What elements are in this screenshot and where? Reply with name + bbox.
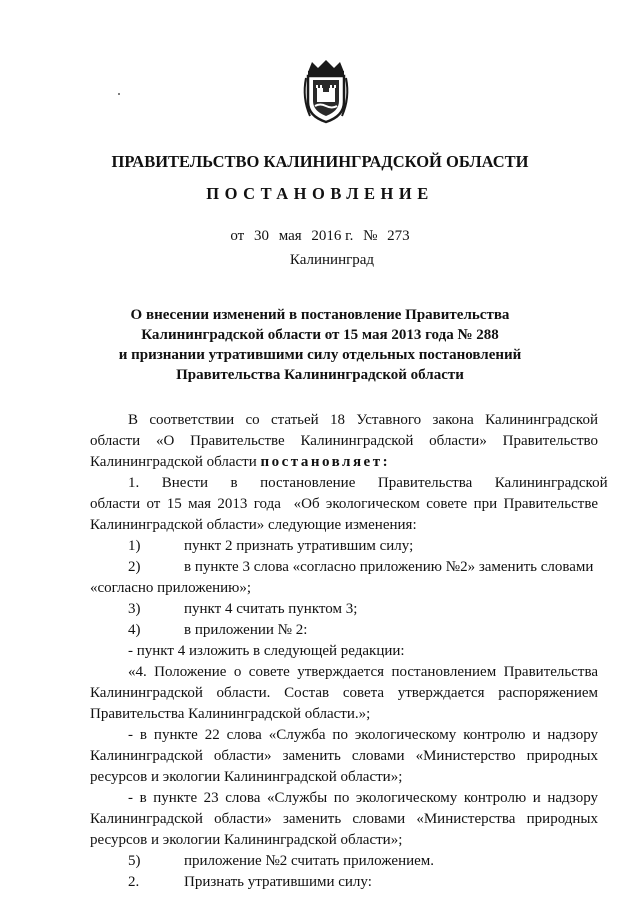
subject-line: и признании утратившими силу отдельных постановлений	[118, 347, 522, 363]
number-sign: №	[363, 228, 378, 244]
body-line: В соответствии со статьей 18 Уставного закона Калининградской	[128, 412, 598, 428]
body-line: Правительства Калининградской области.»;	[90, 706, 371, 722]
body-line: «4. Положение о совете утверждается постановлением Правительства	[128, 664, 598, 680]
list-item	[90, 851, 598, 872]
document-date	[0, 228, 640, 245]
subject-line: О внесении изменений в постановление Правительства	[130, 307, 510, 323]
item-number: 1)	[128, 538, 141, 554]
body-line: - пункт 4 изложить в следующей редакции:	[128, 643, 405, 659]
item-number: 2)	[128, 559, 141, 575]
item-number: 3)	[128, 601, 141, 617]
document-subject	[0, 305, 640, 385]
subject-line: Калининградской области от 15 мая 2013 года № 288	[141, 327, 499, 343]
body-line: Калининградской области» заменить словами «Министерство природных	[90, 748, 598, 764]
item-text: пункт 2 признать утратившим силу;	[184, 538, 414, 554]
document-city: Калининград	[289, 252, 375, 268]
item-text: пункт 4 считать пунктом 3;	[184, 601, 358, 617]
decree-verb: постановляет:	[260, 454, 391, 470]
item-text: Признать утратившими силу:	[184, 874, 372, 890]
document-body	[90, 410, 608, 893]
subject-line: Правительства Калининградской области	[176, 367, 464, 383]
body-line: - в пункте 23 слова «Службы по экологическому контролю и надзору	[128, 790, 598, 806]
scan-speck	[118, 93, 120, 95]
list-item	[90, 557, 598, 578]
body-line: 1. Внести в постановление Правительства Калининградской	[128, 475, 608, 491]
list-item	[90, 536, 598, 557]
item-number: 2.	[128, 874, 140, 890]
list-item	[90, 599, 598, 620]
body-line: Калининградской области. Состав совета утверждается распоряжением	[90, 685, 598, 701]
document-type: ПОСТАНОВЛЕНИЕ	[206, 184, 434, 203]
item-text: в приложении № 2:	[184, 622, 308, 638]
government-title: ПРАВИТЕЛЬСТВО КАЛИНИНГРАДСКОЙ ОБЛАСТИ	[111, 152, 529, 171]
body-line: области «О Правительстве Калининградской области» Правительство	[90, 433, 598, 449]
document-number: 273	[387, 228, 410, 244]
body-line: - в пункте 22 слова «Служба по экологическому контролю и надзору	[128, 727, 598, 743]
list-item	[90, 620, 598, 641]
body-line	[90, 452, 598, 473]
body-line: «согласно приложению»;	[90, 580, 252, 596]
date-prefix: от	[230, 228, 245, 244]
item-text: приложение №2 считать приложением.	[184, 853, 435, 869]
list-item	[90, 872, 598, 893]
item-number: 4)	[128, 622, 141, 638]
body-line: ресурсов и экологии Калининградской области»;	[90, 769, 403, 785]
date-day: 30	[253, 228, 269, 244]
body-text: Калининградской области	[90, 454, 261, 470]
coat-of-arms-icon	[300, 58, 352, 124]
item-text: в пункте 3 слова «согласно приложению №2» заменить словами	[184, 559, 594, 575]
body-line: Калининградской области» заменить словами «Министерства природных	[90, 811, 598, 827]
item-number: 5)	[128, 853, 141, 869]
body-line: Калининградской области» следующие изменения:	[90, 517, 417, 533]
date-year: 2016 г.	[311, 228, 354, 244]
body-line: области от 15 мая 2013 года «Об экологическом совете при Правительстве	[90, 496, 598, 512]
body-line: ресурсов и экологии Калининградской области»;	[90, 832, 403, 848]
date-month: мая	[278, 228, 302, 244]
